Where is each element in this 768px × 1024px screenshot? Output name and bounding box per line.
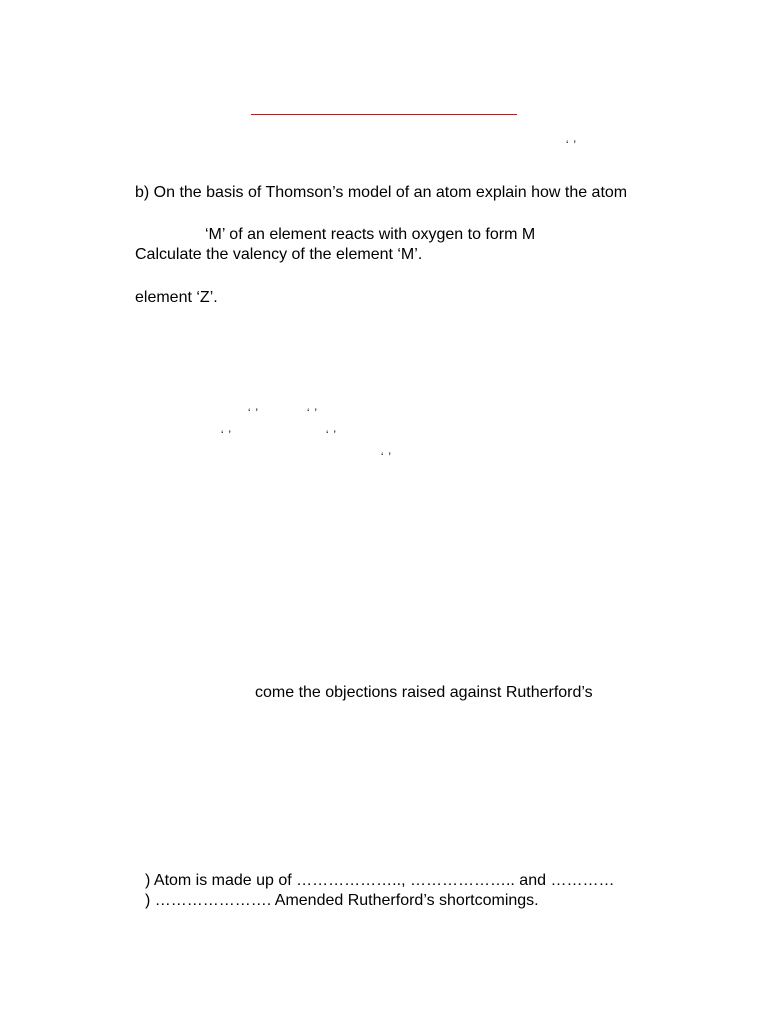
quote-marks: ‘ ’	[326, 429, 337, 441]
quote-marks: ‘ ’	[381, 451, 392, 463]
fill-blank-line-1: ) Atom is made up of ……………….., ……………….. and …………	[145, 872, 615, 889]
fill-blank-line-2: ) …………………. Amended Rutherford’s shortcomings.	[145, 892, 539, 909]
quote-marks: ‘ ’	[221, 429, 232, 441]
red-underline-rule	[251, 114, 517, 115]
question-b-line-1: b) On the basis of Thomson’s model of an atom explain how the atom	[135, 184, 628, 201]
quote-marks: ‘ ’	[248, 407, 259, 419]
question-b-line-3: Calculate the valency of the element ‘M’.	[135, 246, 423, 263]
question-b-line-2: ‘M’ of an element reacts with oxygen to form M	[205, 226, 536, 243]
element-z-line: element ‘Z’.	[135, 289, 218, 306]
objections-line: come the objections raised against Rutherford’s	[255, 684, 593, 701]
quote-marks: ‘ ’	[566, 139, 577, 151]
quote-marks: ‘ ’	[307, 407, 318, 419]
